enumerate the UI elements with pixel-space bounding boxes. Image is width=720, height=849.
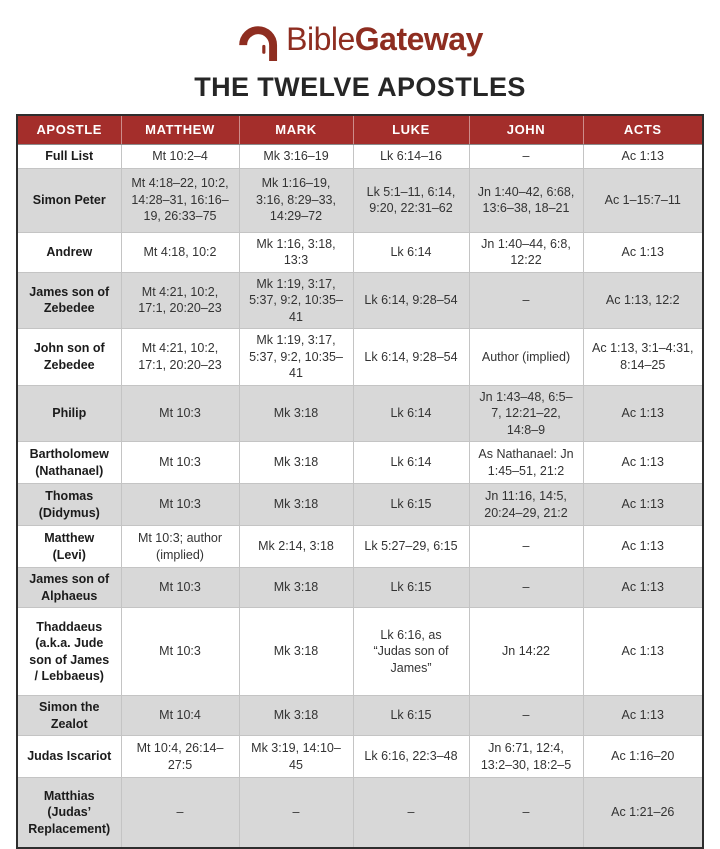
- page-title: THE TWELVE APOSTLES: [194, 72, 526, 102]
- table-row: [17, 736, 703, 778]
- reference-cell: Jn 1:40–42, 6:68, 13:6–38, 18–21: [469, 168, 583, 232]
- table-header-row: [17, 115, 703, 145]
- reference-cell: Jn 1:43–48, 6:5–7, 12:21–22, 14:8–9: [469, 385, 583, 442]
- reference-cell: –: [239, 778, 353, 848]
- reference-cell: –: [353, 778, 469, 848]
- reference-cell: Mk 3:18: [239, 608, 353, 696]
- reference-cell: Mt 10:4, 26:14–27:5: [121, 736, 239, 778]
- table-row: [17, 568, 703, 608]
- apostle-name-cell: Simon Peter: [17, 168, 121, 232]
- apostle-name-cell: Bartholomew (Nathanael): [17, 442, 121, 484]
- reference-cell: Mt 4:18–22, 10:2, 14:28–31, 16:16–19, 26:33–75: [121, 168, 239, 232]
- reference-cell: –: [469, 696, 583, 736]
- reference-cell: Jn 6:71, 12:4, 13:2–30, 18:2–5: [469, 736, 583, 778]
- column-header-matthew: MATTHEW: [121, 115, 239, 145]
- reference-cell: Lk 6:16, as “Judas son of James”: [353, 608, 469, 696]
- reference-cell: Mt 10:3: [121, 385, 239, 442]
- header: [0, 0, 720, 103]
- reference-cell: Ac 1:21–26: [583, 778, 703, 848]
- logo-text: [286, 23, 483, 55]
- table-row: [17, 232, 703, 272]
- table-row: [17, 385, 703, 442]
- reference-cell: Mk 1:16, 3:18, 13:3: [239, 232, 353, 272]
- table-row: [17, 329, 703, 386]
- reference-cell: Ac 1:13: [583, 696, 703, 736]
- reference-cell: Author (implied): [469, 329, 583, 386]
- gateway-arch-icon: [237, 14, 281, 64]
- column-header-acts: ACTS: [583, 115, 703, 145]
- reference-cell: –: [469, 272, 583, 329]
- reference-cell: Jn 14:22: [469, 608, 583, 696]
- reference-cell: Mt 4:18, 10:2: [121, 232, 239, 272]
- apostle-name-cell: Matthias (Judas’ Replacement): [17, 778, 121, 848]
- apostle-name-cell: Full List: [17, 145, 121, 169]
- reference-cell: Mt 10:3: [121, 568, 239, 608]
- reference-cell: –: [469, 526, 583, 568]
- reference-cell: Ac 1:13, 12:2: [583, 272, 703, 329]
- reference-cell: Lk 6:14: [353, 232, 469, 272]
- reference-cell: Lk 6:16, 22:3–48: [353, 736, 469, 778]
- reference-cell: Lk 6:15: [353, 568, 469, 608]
- table-row: [17, 526, 703, 568]
- table-row: [17, 484, 703, 526]
- column-header-apostle: APOSTLE: [17, 115, 121, 145]
- table-row: [17, 608, 703, 696]
- column-header-luke: LUKE: [353, 115, 469, 145]
- reference-cell: Lk 6:14, 9:28–54: [353, 329, 469, 386]
- reference-cell: Ac 1:16–20: [583, 736, 703, 778]
- reference-cell: Lk 6:15: [353, 696, 469, 736]
- reference-cell: Lk 5:27–29, 6:15: [353, 526, 469, 568]
- reference-cell: Mt 10:3: [121, 608, 239, 696]
- reference-cell: Mk 3:19, 14:10–45: [239, 736, 353, 778]
- reference-cell: Mk 3:16–19: [239, 145, 353, 169]
- reference-cell: Ac 1:13: [583, 232, 703, 272]
- reference-cell: Lk 6:15: [353, 484, 469, 526]
- reference-cell: Mt 10:3: [121, 442, 239, 484]
- reference-cell: Mt 4:21, 10:2, 17:1, 20:20–23: [121, 329, 239, 386]
- apostles-table: [16, 114, 704, 849]
- table-row: [17, 168, 703, 232]
- column-header-john: JOHN: [469, 115, 583, 145]
- bible-gateway-logo: [0, 13, 720, 65]
- reference-cell: Ac 1:13: [583, 385, 703, 442]
- table-row: [17, 696, 703, 736]
- reference-cell: Ac 1:13: [583, 145, 703, 169]
- reference-cell: –: [469, 568, 583, 608]
- reference-cell: Mt 10:3: [121, 484, 239, 526]
- reference-cell: Jn 11:16, 14:5, 20:24–29, 21:2: [469, 484, 583, 526]
- reference-cell: Mk 1:19, 3:17, 5:37, 9:2, 10:35–41: [239, 329, 353, 386]
- apostle-name-cell: Matthew (Levi): [17, 526, 121, 568]
- reference-cell: Ac 1:13: [583, 526, 703, 568]
- apostle-name-cell: Simon the Zealot: [17, 696, 121, 736]
- apostle-name-cell: Philip: [17, 385, 121, 442]
- apostle-name-cell: James son of Zebedee: [17, 272, 121, 329]
- table-row: [17, 272, 703, 329]
- reference-cell: Mt 10:3; author (implied): [121, 526, 239, 568]
- reference-cell: Mk 3:18: [239, 484, 353, 526]
- apostle-name-cell: Thomas (Didymus): [17, 484, 121, 526]
- apostles-table-body: [17, 145, 703, 848]
- reference-cell: Mk 1:19, 3:17, 5:37, 9:2, 10:35–41: [239, 272, 353, 329]
- reference-cell: Mt 4:21, 10:2, 17:1, 20:20–23: [121, 272, 239, 329]
- apostle-name-cell: Andrew: [17, 232, 121, 272]
- reference-cell: Lk 5:1–11, 6:14, 9:20, 22:31–62: [353, 168, 469, 232]
- reference-cell: Lk 6:14: [353, 385, 469, 442]
- reference-cell: Mk 3:18: [239, 568, 353, 608]
- reference-cell: Mk 1:16–19, 3:16, 8:29–33, 14:29–72: [239, 168, 353, 232]
- reference-cell: Ac 1:13: [583, 568, 703, 608]
- table-row: [17, 145, 703, 169]
- reference-cell: Lk 6:14: [353, 442, 469, 484]
- apostle-name-cell: John son of Zebedee: [17, 329, 121, 386]
- apostle-name-cell: James son of Alphaeus: [17, 568, 121, 608]
- reference-cell: Ac 1:13: [583, 608, 703, 696]
- reference-cell: Mt 10:4: [121, 696, 239, 736]
- reference-cell: Mk 3:18: [239, 385, 353, 442]
- reference-cell: Lk 6:14–16: [353, 145, 469, 169]
- apostle-name-cell: Judas Iscariot: [17, 736, 121, 778]
- column-header-mark: MARK: [239, 115, 353, 145]
- logo-text-bible: Bible: [286, 21, 355, 57]
- reference-cell: Jn 1:40–44, 6:8, 12:22: [469, 232, 583, 272]
- table-row: [17, 778, 703, 848]
- table-row: [17, 442, 703, 484]
- reference-cell: –: [469, 778, 583, 848]
- reference-cell: –: [121, 778, 239, 848]
- reference-cell: As Nathanael: Jn 1:45–51, 21:2: [469, 442, 583, 484]
- logo-text-gateway: Gateway: [354, 21, 483, 57]
- reference-cell: Lk 6:14, 9:28–54: [353, 272, 469, 329]
- reference-cell: Mk 3:18: [239, 442, 353, 484]
- reference-cell: Ac 1:13, 3:1–4:31, 8:14–25: [583, 329, 703, 386]
- reference-cell: –: [469, 145, 583, 169]
- reference-cell: Ac 1–15:7–11: [583, 168, 703, 232]
- reference-cell: Mt 10:2–4: [121, 145, 239, 169]
- reference-cell: Ac 1:13: [583, 442, 703, 484]
- reference-cell: Mk 3:18: [239, 696, 353, 736]
- reference-cell: Mk 2:14, 3:18: [239, 526, 353, 568]
- reference-cell: Ac 1:13: [583, 484, 703, 526]
- apostle-name-cell: Thaddaeus (a.k.a. Jude son of James / Lebbaeus): [17, 608, 121, 696]
